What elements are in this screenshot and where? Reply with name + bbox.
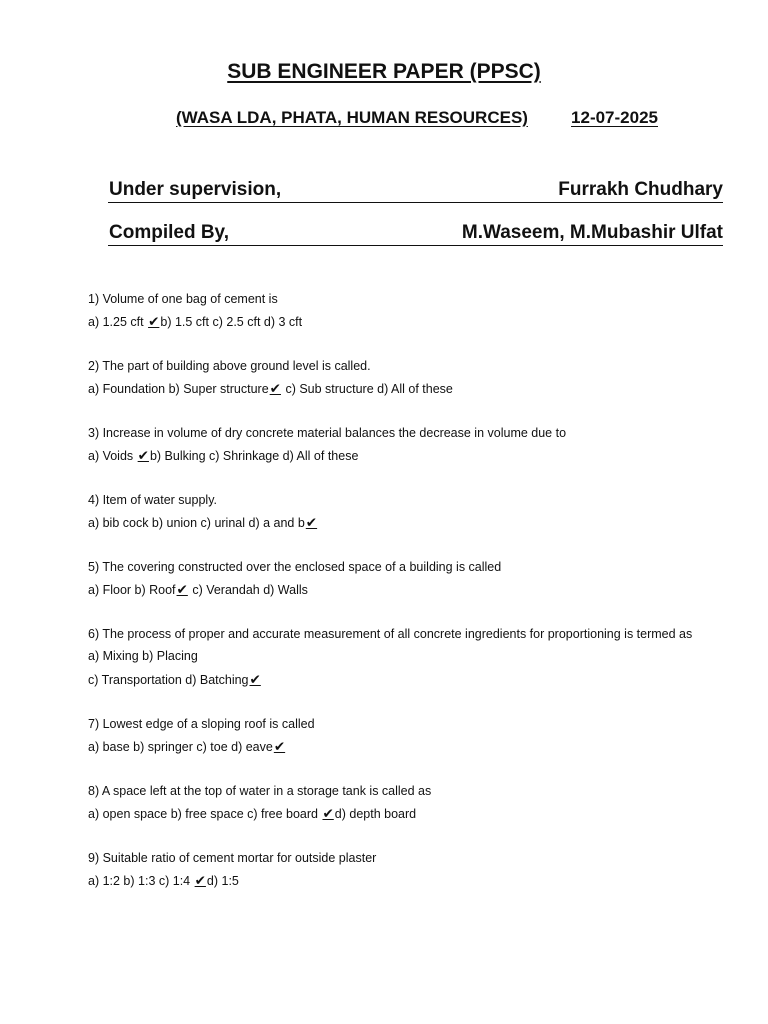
options-text: c) Sub structure d) All of these	[281, 382, 453, 396]
question-item	[88, 355, 708, 401]
options-text: a) 1:2 b) 1:3 c) 1:4	[88, 874, 194, 888]
options-line	[88, 668, 708, 692]
options-text: b) Bulking c) Shrinkage d) All of these	[149, 449, 359, 463]
question-item	[88, 556, 708, 602]
options-text: a) bib cock b) union c) urinal d) a and b	[88, 516, 305, 530]
options-text: c) Transportation d) Batching	[88, 673, 249, 687]
options-text: a) base b) springer c) toe d) eave	[88, 740, 273, 754]
supervision-name: Furrakh Chudhary	[558, 179, 723, 200]
question-text: 2) The part of building above ground level is called.	[88, 359, 371, 373]
question-item	[88, 422, 708, 468]
options-text: d) depth board	[334, 807, 417, 821]
options-line	[88, 735, 708, 759]
question-text: 5) The covering constructed over the enclosed space of a building is called	[88, 560, 502, 574]
compiled-row	[108, 219, 723, 246]
options-text: d) 1:5	[206, 874, 239, 888]
question-text: 7) Lowest edge of a sloping roof is called	[88, 717, 315, 731]
question-item	[88, 780, 708, 826]
options-line	[88, 645, 708, 668]
correct-answer-check-icon: ✔	[137, 448, 149, 463]
correct-answer-check-icon: ✔	[269, 381, 281, 396]
compiled-names: M.Waseem, M.Mubashir Ulfat	[461, 222, 723, 243]
question-item	[88, 489, 708, 535]
options-text: a) 1.25 cft	[88, 315, 148, 329]
options-text: a) Mixing b) Placing	[88, 649, 198, 663]
question-text: 9) Suitable ratio of cement mortar for outside plaster	[88, 851, 377, 865]
question-item	[88, 847, 708, 893]
question-text: 3) Increase in volume of dry concrete material balances the decrease in volume due to	[88, 426, 567, 440]
correct-answer-check-icon: ✔	[148, 314, 160, 329]
correct-answer-check-icon: ✔	[249, 672, 261, 687]
options-line	[88, 444, 708, 468]
question-text: 6) The process of proper and accurate measurement of all concrete ingredients for proportioning is termed as	[88, 627, 693, 641]
options-text: a) Foundation b) Super structure	[88, 382, 269, 396]
supervision-row	[108, 176, 723, 203]
options-line	[88, 377, 708, 401]
title-text: SUB ENGINEER PAPER (PPSC)	[227, 60, 541, 83]
options-line	[88, 869, 708, 893]
options-line	[88, 578, 708, 602]
options-line	[88, 511, 708, 535]
question-list	[88, 288, 708, 914]
correct-answer-check-icon: ✔	[176, 582, 188, 597]
compiled-label: Compiled By,	[109, 222, 229, 243]
options-text: a) Floor b) Roof	[88, 583, 176, 597]
supervision-label: Under supervision,	[109, 179, 282, 200]
options-text: a) open space b) free space c) free board	[88, 807, 322, 821]
options-text: b) 1.5 cft c) 2.5 cft d) 3 cft	[160, 315, 303, 329]
subtitle-line	[176, 108, 658, 128]
organizations-text: (WASA LDA, PHATA, HUMAN RESOURCES)	[176, 108, 528, 127]
options-text: c) Verandah d) Walls	[188, 583, 308, 597]
question-item	[88, 623, 708, 692]
correct-answer-check-icon: ✔	[273, 739, 286, 754]
question-text: 4) Item of water supply.	[88, 493, 217, 507]
question-text: 8) A space left at the top of water in a storage tank is called as	[88, 784, 432, 798]
options-text: a) Voids	[88, 449, 137, 463]
correct-answer-check-icon: ✔	[305, 515, 318, 530]
options-line	[88, 802, 708, 826]
correct-answer-check-icon: ✔	[194, 873, 206, 888]
question-item	[88, 713, 708, 759]
question-item	[88, 288, 708, 334]
paper-date: 12-07-2025	[571, 108, 658, 127]
page-title	[0, 60, 768, 84]
question-text: 1) Volume of one bag of cement is	[88, 292, 278, 306]
correct-answer-check-icon: ✔	[322, 806, 334, 821]
options-line	[88, 310, 708, 334]
